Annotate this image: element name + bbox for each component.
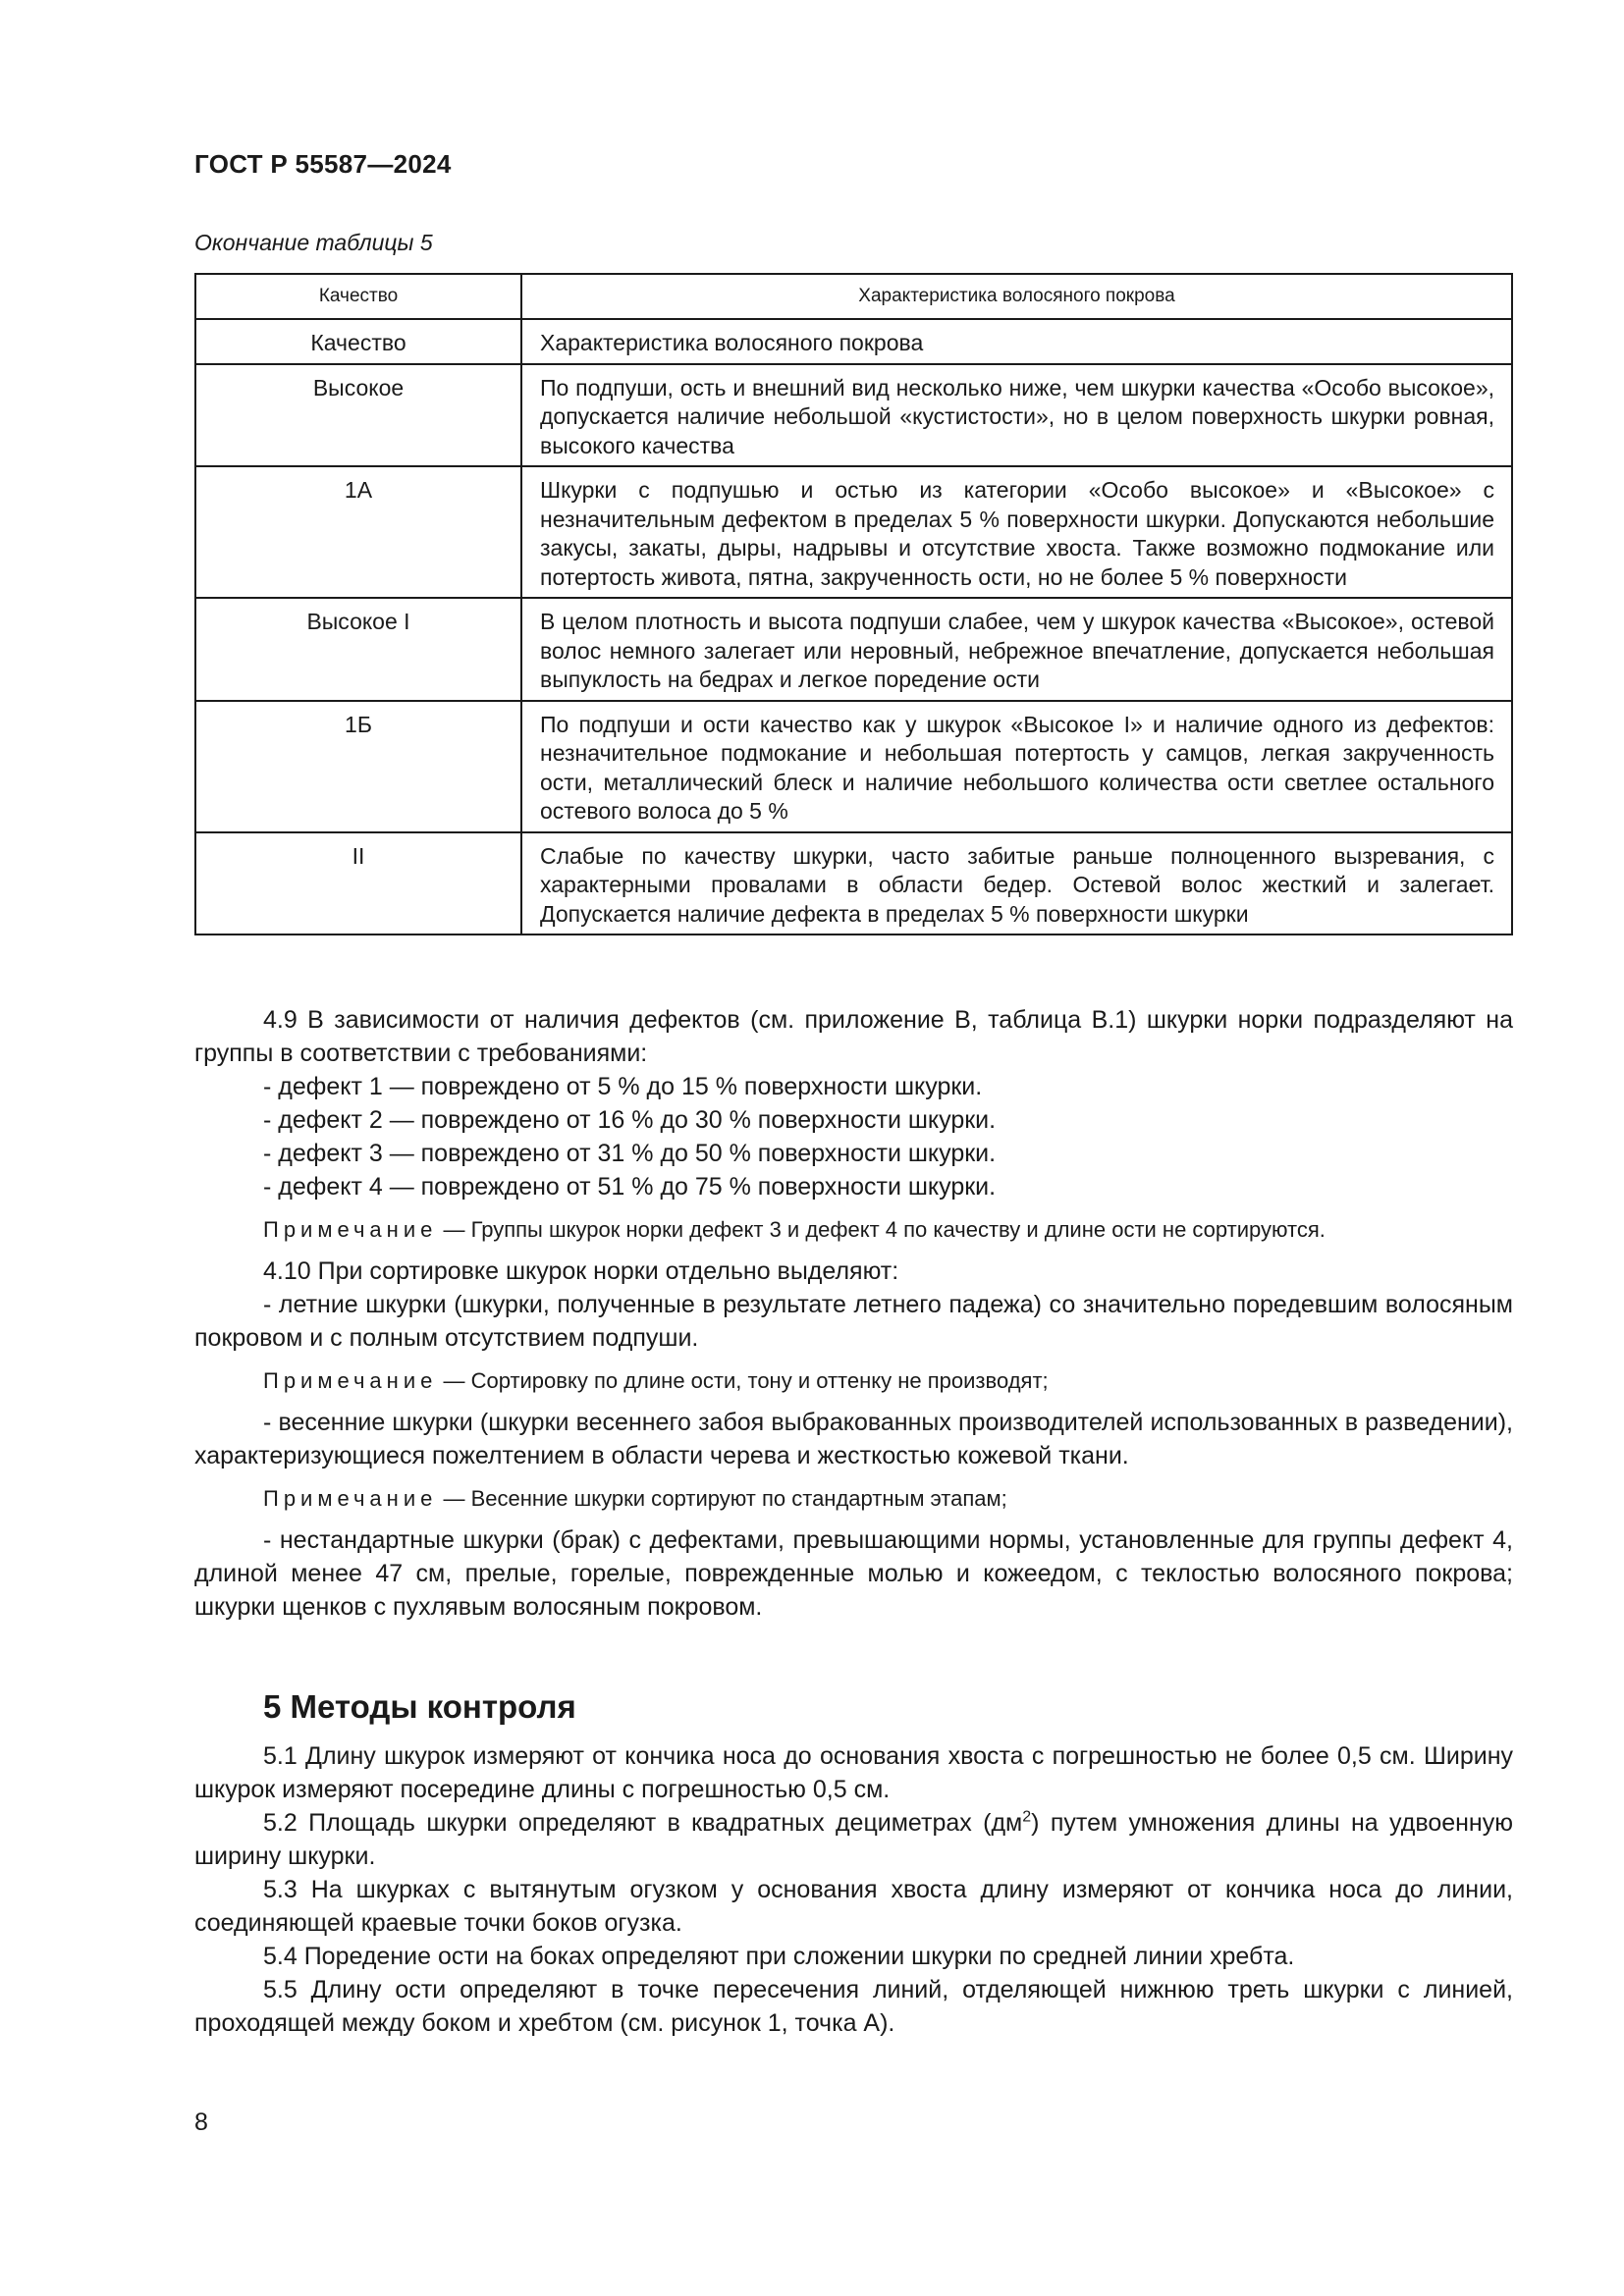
quality-cell: II (195, 832, 521, 935)
page-number: 8 (194, 2109, 208, 2136)
table-header-row (195, 274, 1512, 319)
paragraph-5-3: 5.3 На шкурках с вытянутым огузком у основания хвоста длину измеряют от кончика носа до линии, соединяющей краевые точки боков огузка. (194, 1876, 1513, 1937)
list-item-defect-4: - дефект 4 — повреждено от 51 % до 75 % поверхности шкурки. (263, 1173, 997, 1201)
table-5 (194, 273, 1513, 935)
table-row (195, 832, 1512, 935)
table-row (195, 598, 1512, 701)
quality-cell: 1Б (195, 701, 521, 832)
paragraph-5-2-part-a: 5.2 Площадь шкурки определяют в квадратных дециметрах (дм (263, 1809, 1023, 1837)
table-row (195, 701, 1512, 832)
list-item-defect-1: - дефект 1 — повреждено от 5 % до 15 % поверхности шкурки. (263, 1073, 983, 1100)
quality-cell: Высокое I (195, 598, 521, 701)
list-item-spring: - весенние шкурки (шкурки весеннего забоя выбракованных производителей использованных в разведении), характеризующиеся пожелтением в области черева и жесткостью кожевой ткани. (194, 1409, 1513, 1469)
note-2 (194, 1364, 1513, 1398)
col-header-characteristic: Характеристика волосяного покрова (521, 274, 1512, 319)
table-row (195, 466, 1512, 598)
paragraph-4-9: 4.9 В зависимости от наличия дефектов (см. приложение В, таблица В.1) шкурки норки подразделяют на группы в соответствии с требованиями: (194, 1006, 1513, 1067)
paragraph-5-2 (194, 1806, 1513, 1873)
table-row (195, 364, 1512, 467)
characteristic-cell: Шкурки с подпушью и остью из категории «Особо высокое» и «Высокое» с незначительным дефектом в пределах 5 % поверхности шкурки. Допускаются небольшие закусы, закаты, дыры, надрывы и отсутствие хвоста. Также возможно подмокание или потертость живота, пятна, закрученность ости, но не более 5 % поверхности (521, 466, 1512, 598)
list-item-summer: - летние шкурки (шкурки, полученные в результате летнего падежа) со значительно поредевшим волосяным покровом и с полным отсутствием подпуши. (194, 1291, 1513, 1352)
note-text: — Группы шкурок норки дефект 3 и дефект 4 по качеству и длине ости не сортируются. (437, 1217, 1326, 1242)
quality-cell: Качество (195, 319, 521, 364)
note-text: — Сортировку по длине ости, тону и оттенку не производят; (437, 1368, 1049, 1393)
note-text: — Весенние шкурки сортируют по стандартным этапам; (437, 1486, 1007, 1511)
paragraph-5-2-part-b: ) путем умножения длины на удвоенную ширину шкурки. (194, 1809, 1513, 1870)
characteristic-cell: По подпуши, ость и внешний вид несколько ниже, чем шкурки качества «Особо высокое», допускается наличие небольшой «кустистости», но в целом поверхность шкурки ровная, высокого качества (521, 364, 1512, 467)
col-header-quality: Качество (195, 274, 521, 319)
paragraph-5-5: 5.5 Длину ости определяют в точке пересечения линий, отделяющей нижнюю треть шкурки с линией, проходящей между боком и хребтом (см. рисунок 1, точка А). (194, 1976, 1513, 2037)
list-item-nonstandard: - нестандартные шкурки (брак) с дефектами, превышающими нормы, установленные для группы дефект 4, длиной менее 47 см, прелые, горелые, поврежденные молью и кожеедом, с теклостью волосяного покрова; шкурки щенков с пухлявым волосяным покровом. (194, 1526, 1513, 1621)
characteristic-cell: В целом плотность и высота подпуши слабее, чем у шкурок качества «Высокое», остевой волос немного залегает или неровный, небрежное впечатление, допускается небольшая выпуклость на бедрах и легкое поредение ости (521, 598, 1512, 701)
quality-cell: Высокое (195, 364, 521, 467)
characteristic-cell: Слабые по качеству шкурки, часто забитые раньше полноценного вызревания, с характерными провалами в области бедер. Остевой волос жесткий и залегает. Допускается наличие дефекта в пределах 5 % поверхности шкурки (521, 832, 1512, 935)
note-1 (194, 1213, 1513, 1247)
section-5-title: 5 Методы контроля (263, 1688, 576, 1725)
section-5-text (194, 1690, 1513, 2040)
quality-cell: 1А (195, 466, 521, 598)
note-label: Примечание (263, 1486, 438, 1511)
characteristic-cell: По подпуши и ости качество как у шкурок «Высокое I» и наличие одного из дефектов: незначительное подмокание и небольшая потертость у самцов, легкая закрученность ости, металлический блеск и наличие небольшого количества ости светлее остального остевого волоса до 5 % (521, 701, 1512, 832)
note-label: Примечание (263, 1217, 438, 1242)
list-item-defect-3: - дефект 3 — повреждено от 31 % до 50 % поверхности шкурки. (263, 1140, 997, 1167)
table-row (195, 319, 1512, 364)
superscript-2: 2 (1022, 1808, 1032, 1826)
table-caption: Окончание таблицы 5 (194, 230, 433, 255)
characteristic-cell: Характеристика волосяного покрова (521, 319, 1512, 364)
note-3 (194, 1482, 1513, 1516)
document-header: ГОСТ Р 55587—2024 (194, 149, 452, 179)
paragraph-5-1: 5.1 Длину шкурок измеряют от кончика носа до основания хвоста с погрешностью не более 0,5 см. Ширину шкурок измеряют посередине длины с погрешностью 0,5 см. (194, 1742, 1513, 1803)
list-item-defect-2: - дефект 2 — повреждено от 16 % до 30 % поверхности шкурки. (263, 1106, 997, 1134)
section-4-text (194, 1003, 1513, 1624)
note-label: Примечание (263, 1368, 438, 1393)
paragraph-4-10: 4.10 При сортировке шкурок норки отдельно выделяют: (263, 1257, 899, 1285)
paragraph-5-4: 5.4 Поредение ости на боках определяют при сложении шкурки по средней линии хребта. (263, 1943, 1295, 1970)
